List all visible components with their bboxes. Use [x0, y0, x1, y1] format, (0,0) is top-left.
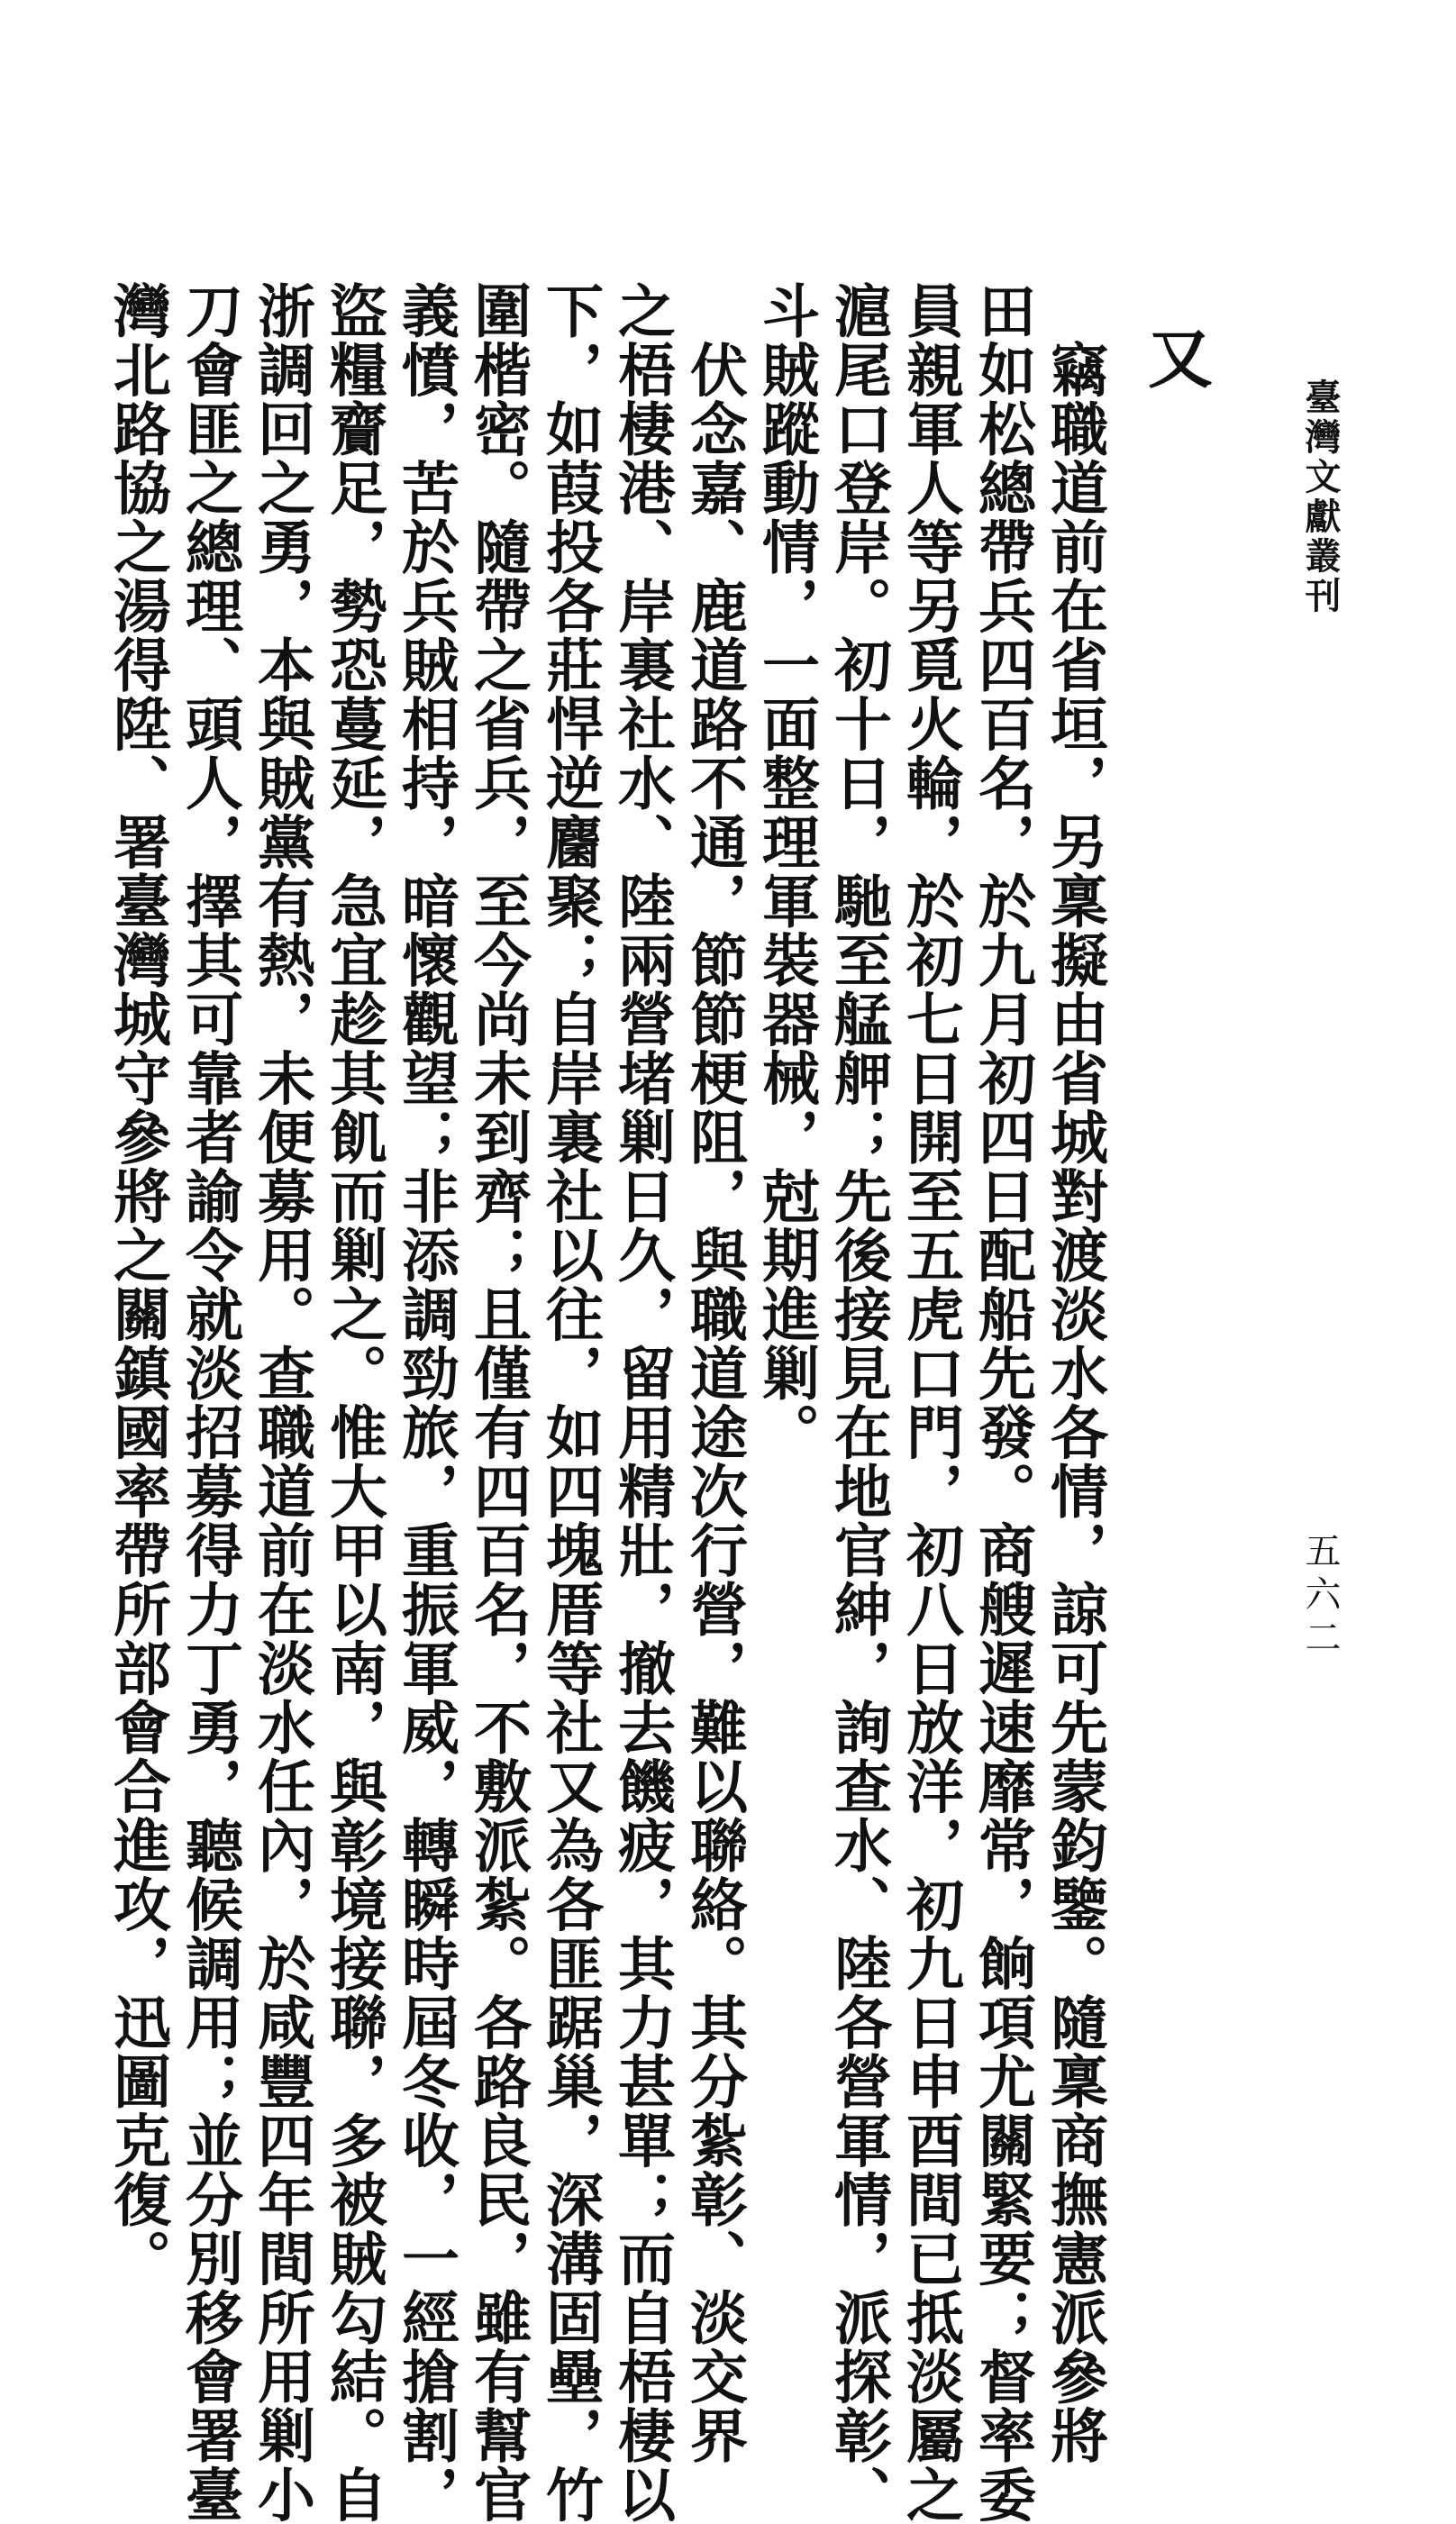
body-line: 員親軍人等另覓火輪，於初七日開至五虎口門，初八日放洋，初九日申酉間已抵淡屬之	[896, 281, 964, 2524]
body-text	[101, 281, 1110, 2524]
body-line: 下，如葭投各莊悍逆麕聚；自岸裏社以往，如四塊厝等社又為各匪踞巢，深溝固壘，竹	[536, 281, 604, 2524]
body-line: 盜糧齎足，勢恐蔓延，急宜趁其飢而剿之。惟大甲以南，與彰境接聯，多被賊勾結。自	[320, 281, 387, 2524]
body-line: 義憤，苦於兵賊相持，暗懷觀望；非添調勁旅，重振軍威，轉瞬時屆冬收，一經搶割，	[392, 281, 460, 2524]
body-line: 之梧棲港、岸裏社水、陸兩營堵剿日久，留用精壯，撤去饑疲，其力甚單；而自梧棲以	[608, 281, 676, 2524]
body-line: 斗賊蹤動情，一面整理軍裝器械，尅期進剿。	[752, 281, 820, 1462]
body-line: 浙調回之勇，本與賊黨有熱，未便募用。查職道前在淡水任內，於咸豐四年間所用剿小	[248, 281, 315, 2524]
running-header-title: 臺灣文獻叢刊	[1299, 378, 1342, 616]
page-number: 五六二	[1299, 1532, 1341, 1662]
body-line: 田如松總帶兵四百名，於九月初四日配船先發。商艘遲速靡常，餉項尤關緊要；督率委	[969, 281, 1036, 2524]
body-line: 灣北路協之湯得陞、署臺灣城守參將之關鎮國率帶所部會合進攻，迅圖克復。	[104, 281, 171, 2288]
body-line: 圍楷密。隨帶之省兵，至今尚未到齊；且僅有四百名，不敷派紮。各路良民，雖有幫官	[464, 281, 532, 2524]
body-line: 竊職道前在省垣，另稟擬由省城對渡淡水各情，諒可先蒙鈞鑒。隨稟商撫憲派參將	[1041, 281, 1108, 2465]
body-line: 伏念嘉、鹿道路不通，節節梗阻，與職道途次行營，難以聯絡。其分紮彰、淡交界	[680, 281, 748, 2465]
body-line: 刀會匪之總理、頭人，擇其可靠者諭令就淡招募得力丁勇，聽候調用；並分別移會署臺	[176, 281, 243, 2524]
document-heading: 又	[1137, 324, 1214, 389]
body-line: 滬尾口登岸。初十日，馳至艋舺；先後接見在地官紳，詢查水、陸各營軍情，派探彰、	[824, 281, 892, 2524]
